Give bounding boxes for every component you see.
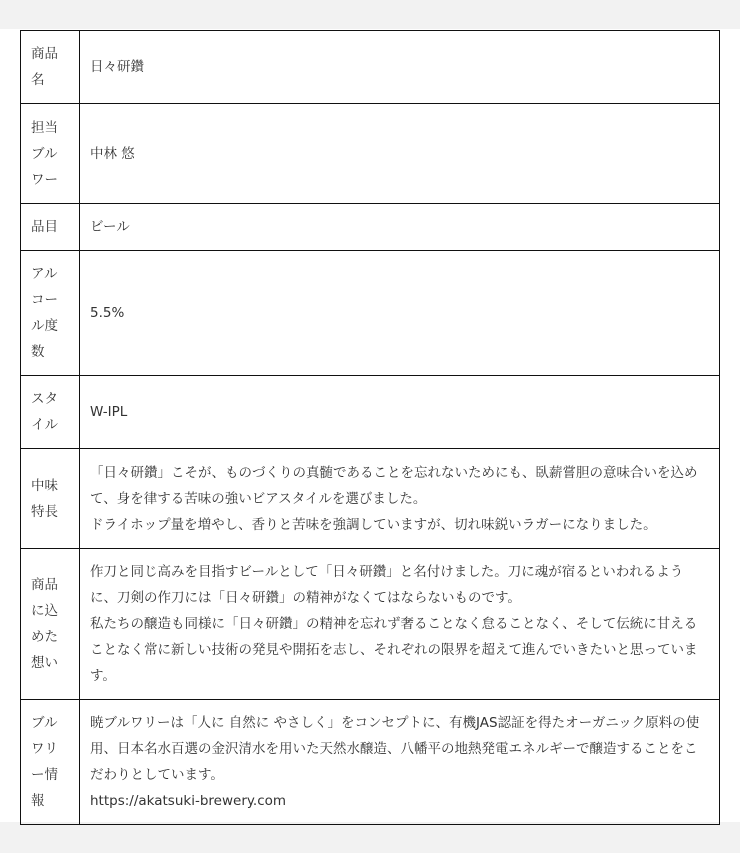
table-row-taste [21,449,720,549]
product-spec-table [20,30,720,825]
row-value [80,449,720,549]
row-label-line: 商品 [31,46,58,62]
row-label-line: イル [31,417,58,433]
content-area [0,29,740,822]
row-label [21,251,80,376]
row-label-line: ワー [31,171,58,188]
row-label-line: に込 [31,603,58,619]
row-value [80,700,720,825]
abv-value: 5.5% [90,305,125,321]
row-label-line: めた [31,629,58,645]
row-label [21,204,80,251]
row-label-line: ー情 [31,767,58,783]
row-value [80,376,720,449]
brewery-info-paragraph: 暁ブルワリーは「人に 自然に やさしく」をコンセプトに、有機JAS認証を得たオーガニック原料の使用、日本名水百選の金沢清水を用いた天然水醸造、八幡平の地熱発電エネルギーで醸造することをこだわりとしています。 [90,715,700,783]
row-value [80,31,720,104]
row-value [80,104,720,204]
row-label-line: 特長 [31,503,58,520]
row-label [21,700,80,825]
category-value: ビール [90,219,130,235]
row-label [21,449,80,549]
row-label-line: アル [31,266,58,282]
row-value [80,549,720,700]
brewer-value: 中林 悠 [90,145,135,162]
row-label-line: 数 [31,344,45,360]
table-row-product-name [21,31,720,104]
row-label-line: ブル [31,145,58,162]
row-label-line: 担当 [31,119,58,136]
row-label-line: スタ [31,391,58,407]
row-label-line: 名 [31,72,45,88]
concept-paragraph: 私たちの醸造も同様に「日々研鑽」の精神を忘れず奢ることなく怠ることなく、そして伝統に甘えることなく常に新しい技術の発見や開拓を志し、それぞれの限界を超えて進んでいきたいと思っています。 [90,616,698,684]
table-row-category [21,204,720,251]
table-row-style [21,376,720,449]
row-label-line: ブル [31,715,58,731]
row-label-line: ル度 [31,318,58,334]
table-row-concept [21,549,720,700]
taste-paragraph: ドライホップ量を増やし、香りと苦味を強調していますが、切れ味鋭いラガーになりました。 [90,516,657,533]
row-value [80,204,720,251]
taste-paragraph: 「日々研鑽」こそが、ものづくりの真髄であることを忘れないためにも、臥薪嘗胆の意味合いを込めて、身を律する苦味の強いビアスタイルを選びました。 [90,464,698,507]
row-label [21,549,80,700]
table-row-brewer [21,104,720,204]
row-label-line: 報 [31,793,45,809]
table-row-abv [21,251,720,376]
row-label [21,31,80,104]
table-row-brewery-info [21,700,720,825]
row-label [21,104,80,204]
row-label-line: コー [31,292,58,308]
row-value [80,251,720,376]
row-label-line: ワリ [31,741,58,757]
product-name-value: 日々研鑽 [90,59,144,75]
row-label [21,376,80,449]
brewery-url: https://akatsuki-brewery.com [90,793,287,809]
row-label-line: 品目 [31,219,58,235]
style-value: W-IPL [90,404,128,420]
row-label-line: 中味 [31,477,58,494]
row-label-line: 商品 [31,577,58,593]
concept-paragraph: 作刀と同じ高みを目指すビールとして「日々研鑽」と名付けました。刀に魂が宿るといわれるように、刀剣の作刀には「日々研鑽」の精神がなくてはならないものです。 [90,564,684,606]
row-label-line: 想い [31,655,58,671]
